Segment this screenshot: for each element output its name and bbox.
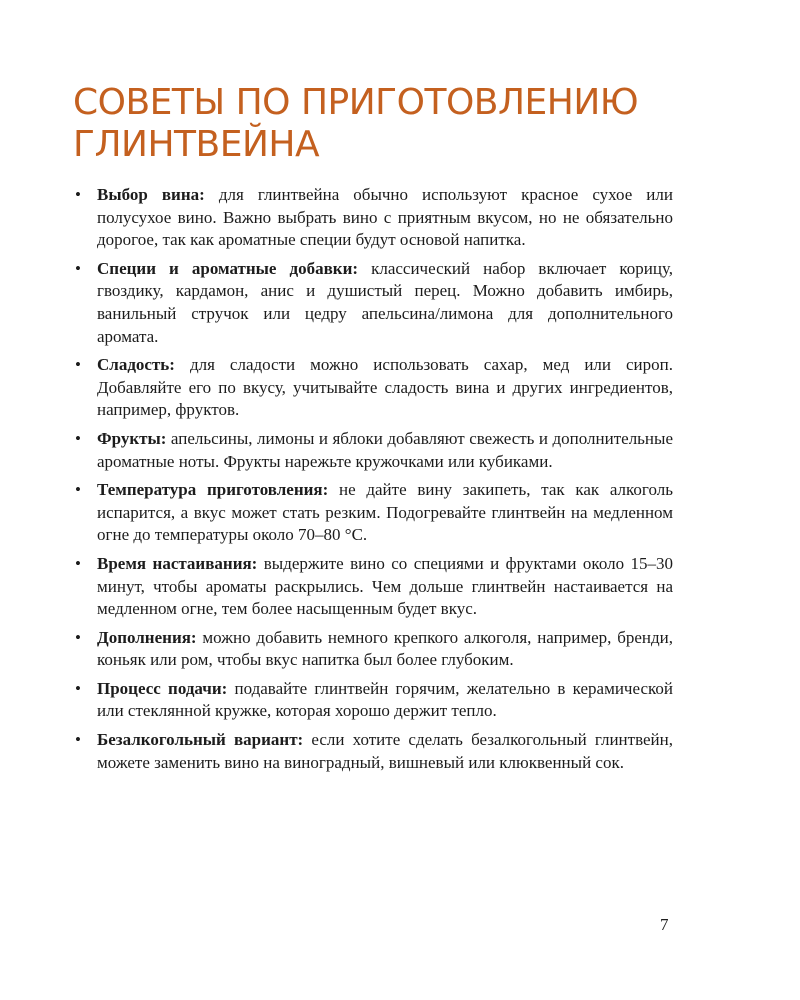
tip-term: Безалкогольный вариант: <box>97 730 304 750</box>
tip-item-fruits <box>73 428 673 473</box>
page-title-line-1: СОВЕТЫ ПО ПРИГОТОВЛЕНИЮ <box>73 82 639 123</box>
tip-text: если хотите сделать безалкогольный глинтвейн, можете заменить вино на виноградный, вишневый или клюквенный сок. <box>97 730 673 772</box>
tip-item-non-alcoholic <box>73 729 673 774</box>
tip-text: выдержите вино со специями и фруктами около 15–30 минут, чтобы ароматы раскрылись. Чем дольше глинтвейн настаивается на медленном огне, тем более насыщенным будет вкус. <box>97 553 673 619</box>
bullet-icon: • <box>75 678 81 698</box>
tip-item-additions <box>73 627 673 672</box>
tip-term: Время настаивания: <box>97 553 258 573</box>
tip-item-serving <box>73 678 673 723</box>
tip-text: подавайте глинтвейн горячим, желательно в керамической или стеклянной кружке, которая хорошо держит тепло. <box>97 678 673 721</box>
tips-list <box>73 184 673 774</box>
bullet-icon: • <box>75 553 81 573</box>
tip-text: для сладости можно использовать сахар, мед или сироп. Добавляйте его по вкусу, учитывайте сладость вина и других ингредиентов, например, фруктов. <box>97 355 673 420</box>
tip-term: Фрукты: <box>97 428 167 448</box>
tip-text: для глинтвейна обычно используют красное сухое или полусухое вино. Важно выбрать вино с приятным вкусом, но не обязательно дорогое, так как ароматные специи будут основой напитка. <box>97 185 673 250</box>
tip-term: Процесс подачи: <box>97 678 228 698</box>
page-title <box>73 82 673 166</box>
tip-text: можно добавить немного крепкого алкоголя, например, бренди, коньяк или ром, чтобы вкус напитка был более глубоким. <box>97 627 673 670</box>
bullet-icon: • <box>75 258 81 278</box>
tip-item-temperature <box>73 479 673 547</box>
tip-term: Дополнения: <box>97 627 197 647</box>
tip-term: Температура приготовления: <box>97 480 329 500</box>
page-number: 7 <box>660 915 669 934</box>
bullet-icon: • <box>75 480 81 500</box>
page-content <box>73 82 673 780</box>
tip-term: Выбор вина: <box>97 185 205 204</box>
bullet-icon: • <box>75 730 81 750</box>
page-title-line-2: ГЛИНТВЕЙНА <box>73 124 320 165</box>
bullet-icon: • <box>75 627 81 647</box>
bullet-icon: • <box>75 428 81 448</box>
tip-item-spices <box>73 258 673 348</box>
bullet-icon: • <box>75 185 81 204</box>
tip-text: не дайте вину закипеть, так как алкоголь испарится, а вкус может стать резким. Подогревайте глинтвейн на медленном огне до температуры около 70–80 °C. <box>97 480 673 545</box>
tip-term: Сладость: <box>97 355 175 375</box>
tip-text: классический набор включает корицу, гвоздику, кардамон, анис и душистый перец. Можно добавить имбирь, ванильный стручок или цедру апельсина/лимона для дополнительного аромата. <box>97 258 673 346</box>
tip-item-sweetness <box>73 354 673 422</box>
bullet-icon: • <box>75 355 81 375</box>
tip-item-infusion-time <box>73 553 673 621</box>
tip-item-wine-choice <box>73 184 673 252</box>
tip-term: Специи и ароматные добавки: <box>97 258 359 278</box>
tip-text: апельсины, лимоны и яблоки добавляют свежесть и дополнительные ароматные ноты. Фрукты нарежьте кружочками или кубиками. <box>97 428 673 471</box>
